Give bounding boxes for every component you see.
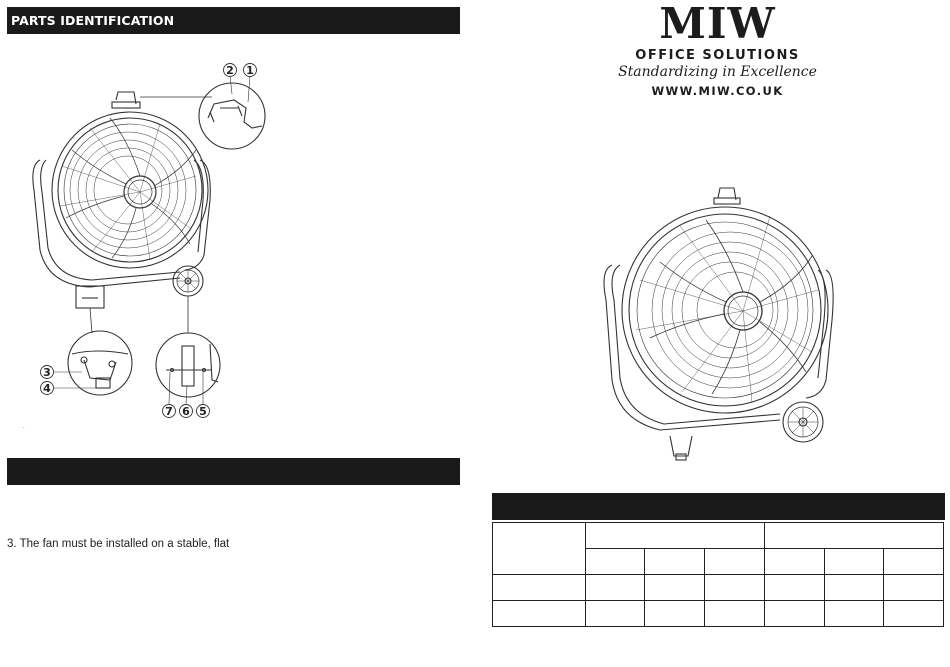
callout-3: 3 [43, 366, 51, 379]
stray-dot: . [23, 424, 25, 430]
table-cell [884, 601, 944, 627]
table-cell [884, 549, 944, 575]
table-cell [705, 549, 765, 575]
table-cell [764, 549, 824, 575]
table-cell [645, 601, 705, 627]
table-cell [645, 575, 705, 601]
logo-url: WWW.MIW.CO.UK [651, 84, 784, 98]
table-cell [824, 549, 884, 575]
table-cell [884, 575, 944, 601]
table-cell [764, 601, 824, 627]
table-cell [824, 575, 884, 601]
table-cell [493, 575, 586, 601]
logo-tagline: Standardizing in Excellence [618, 64, 817, 80]
table-cell [585, 523, 764, 549]
specification-table [492, 522, 944, 627]
table-cell [764, 523, 943, 549]
callout-7: 7 [165, 405, 173, 418]
table-cell [493, 601, 586, 627]
specification-header [492, 493, 945, 520]
callout-2: 2 [226, 64, 234, 77]
callout-6: 6 [182, 405, 190, 418]
table-row [493, 601, 944, 627]
table-cell [824, 601, 884, 627]
table-cell [585, 601, 645, 627]
installation-note: 3. The fan must be installed on a stable, flat [7, 538, 230, 550]
table-cell [585, 575, 645, 601]
parts-identification-title: PARTS IDENTIFICATION [11, 13, 175, 28]
table-cell [645, 549, 705, 575]
callout-4: 4 [43, 382, 51, 395]
callout-1: 1 [246, 64, 254, 77]
logo-brand: MIW [659, 0, 776, 48]
table-cell [585, 549, 645, 575]
logo-subtitle: OFFICE SOLUTIONS [635, 48, 800, 63]
table-cell [705, 601, 765, 627]
table-row [493, 575, 944, 601]
table-cell [764, 575, 824, 601]
table-cell [705, 575, 765, 601]
table-cell [493, 523, 586, 575]
callout-5: 5 [199, 405, 207, 418]
